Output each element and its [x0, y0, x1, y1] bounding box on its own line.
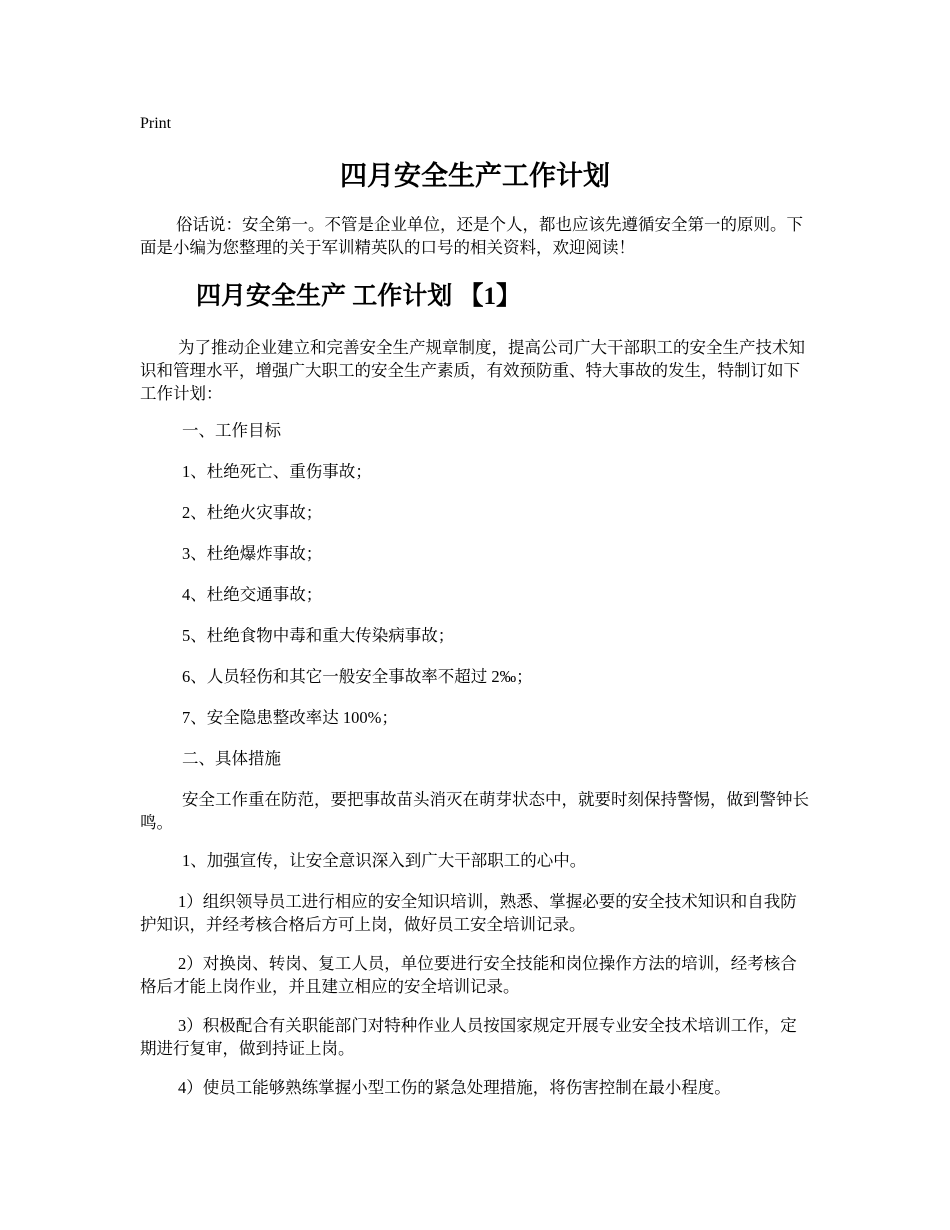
goal-item: 3、杜绝爆炸事故； [182, 544, 323, 563]
print-label[interactable]: Print [140, 115, 172, 132]
goal-item: 7、安全隐患整改率达 100%； [182, 708, 398, 727]
page-title: 四月安全生产工作计划 [340, 161, 610, 191]
goal-item: 4、杜绝交通事故； [182, 585, 323, 604]
goal-item: 5、杜绝食物中毒和重大传染病事故； [182, 626, 455, 645]
goal-item: 1、杜绝死亡、重伤事故； [182, 462, 372, 481]
section-title: 四月安全生产 工作计划 【1】 [196, 283, 522, 310]
goal-item: 6、人员轻伤和其它一般安全事故率不超过 2‰； [182, 667, 533, 686]
sub-item-paragraph: 2）对换岗、转岗、复工人员，单位要进行安全技能和岗位操作方法的培训，经考核合格后才能上岗作业，并且建立相应的安全培训记录。 [140, 954, 797, 996]
sub-item-paragraph: 3）积极配合有关职能部门对特种作业人员按国家规定开展专业安全技术培训工作，定期进行复审，做到持证上岗。 [140, 1016, 797, 1058]
goal-item: 2、杜绝火灾事故； [182, 503, 323, 522]
sub-item-paragraph: 1）组织领导员工进行相应的安全知识培训，熟悉、掌握必要的安全技术知识和自我防护知识，并经考核合格后方可上岗，做好员工安全培训记录。 [140, 892, 797, 934]
intro-paragraph: 俗话说：安全第一。不管是企业单位，还是个人，都也应该先遵循安全第一的原则。下面是小编为您整理的关于军训精英队的口号的相关资料，欢迎阅读！ [140, 215, 803, 257]
measure-item: 1、加强宣传，让安全意识深入到广大干部职工的心中。 [182, 851, 587, 870]
measures-heading: 二、具体措施 [182, 749, 281, 768]
goals-heading: 一、工作目标 [182, 421, 281, 440]
purpose-paragraph: 为了推动企业建立和完善安全生产规章制度，提高公司广大干部职工的安全生产技术知识和管理水平，增强广大职工的安全生产素质，有效预防重、特大事故的发生，特制订如下工作计划： [140, 338, 805, 403]
measures-intro-paragraph: 安全工作重在防范，要把事故苗头消灭在萌芽状态中，就要时刻保持警惕，做到警钟长鸣。 [140, 790, 809, 832]
sub-item-paragraph: 4）使员工能够熟练掌握小型工伤的紧急处理措施，将伤害控制在最小程度。 [178, 1078, 731, 1097]
